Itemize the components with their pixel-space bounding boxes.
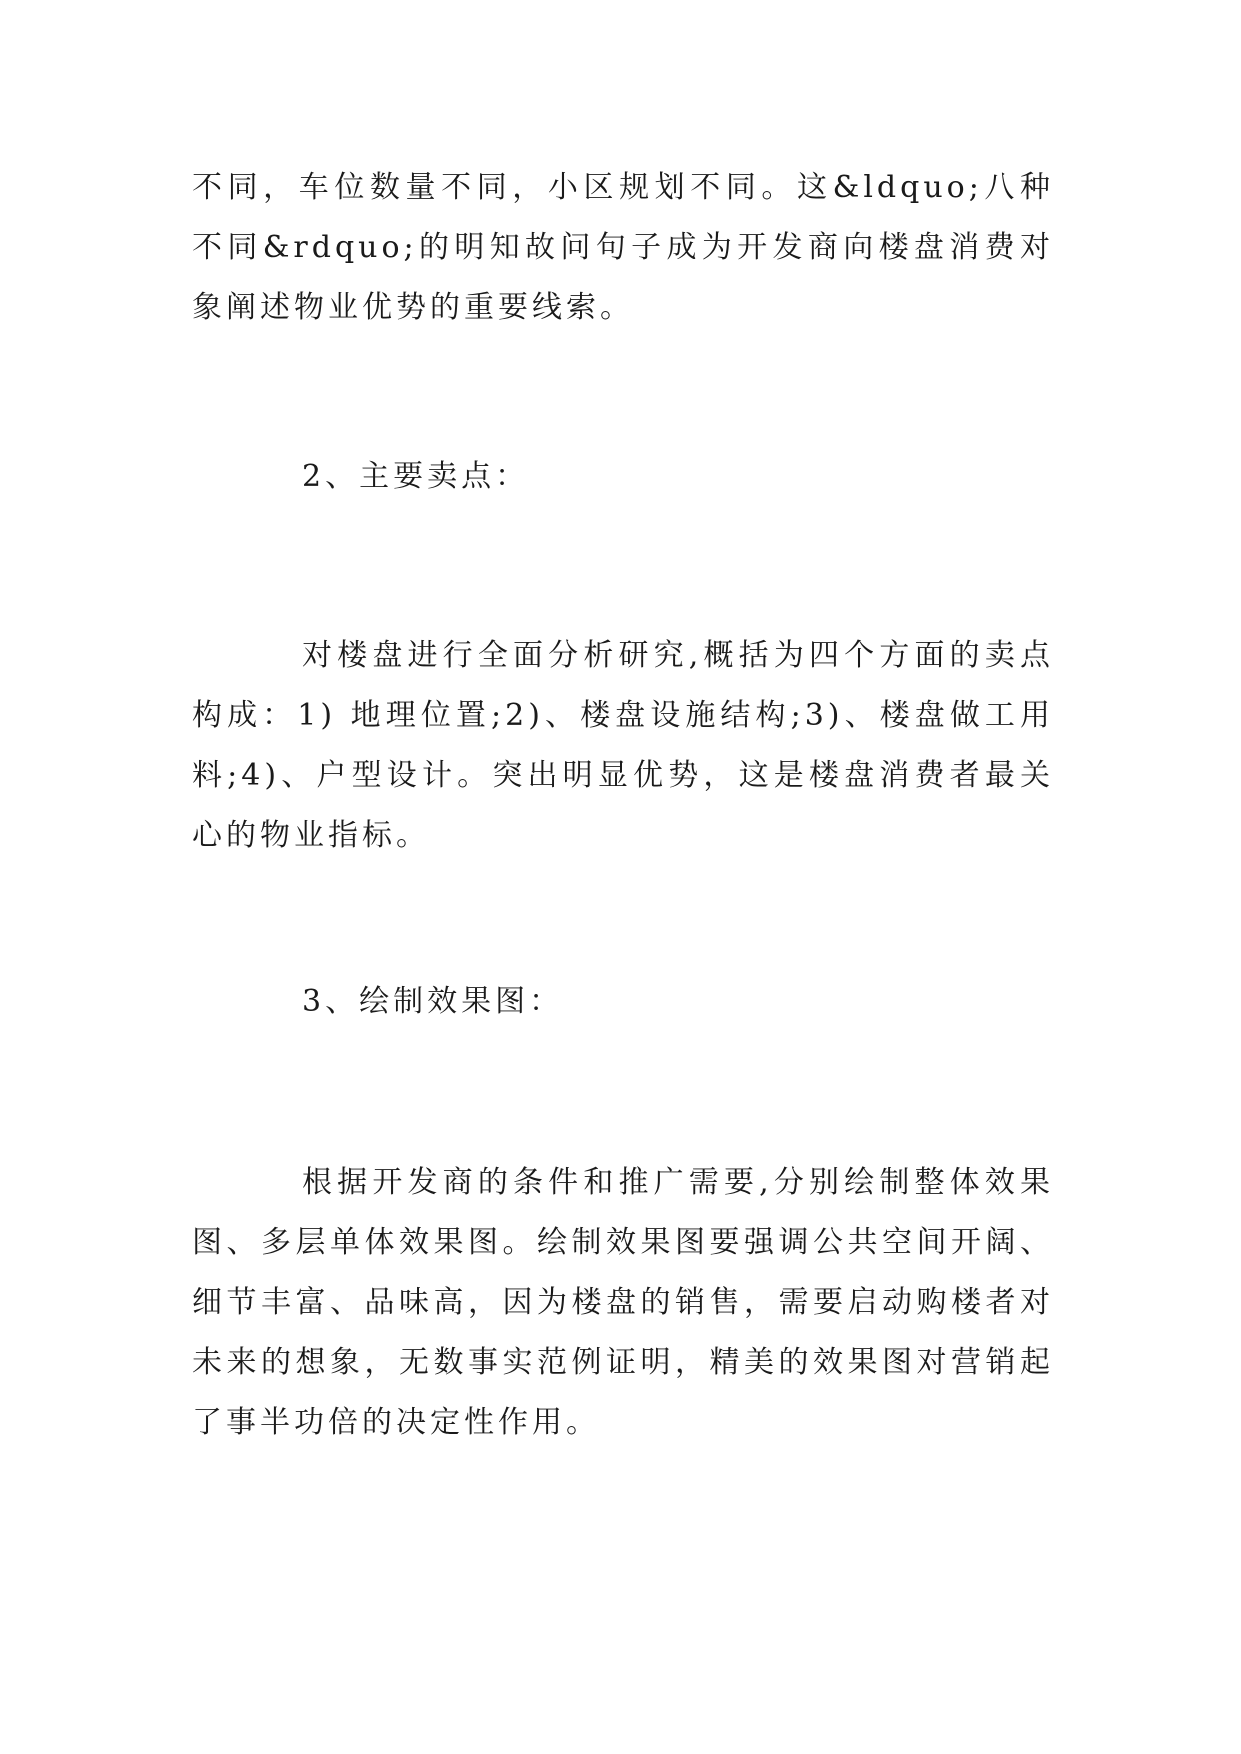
section-heading-renderings: 3、绘制效果图： — [302, 984, 564, 1019]
section-heading-selling-points: 2、主要卖点： — [302, 459, 530, 494]
paragraph-selling-points: 对楼盘进行全面分析研究,概括为四个方面的卖点构成：1) 地理位置;2)、楼盘设施结构;3)、楼盘做工用料;4)、户型设计。突出明显优势，这是楼盘消费者最关心的物业指标。 — [192, 638, 1054, 853]
paragraph-renderings: 根据开发商的条件和推广需要,分别绘制整体效果图、多层单体效果图。绘制效果图要强调公共空间开阔、细节丰富、品味高，因为楼盘的销售，需要启动购楼者对未来的想象，无数事实范例证明，精美的效果图对营销起了事半功倍的决定性作用。 — [192, 1165, 1054, 1440]
paragraph-eight-differences: 不同，车位数量不同，小区规划不同。这&ldquo;八种不同&rdquo;的明知故问句子成为开发商向楼盘消费对象阐述物业优势的重要线索。 — [192, 170, 1054, 325]
